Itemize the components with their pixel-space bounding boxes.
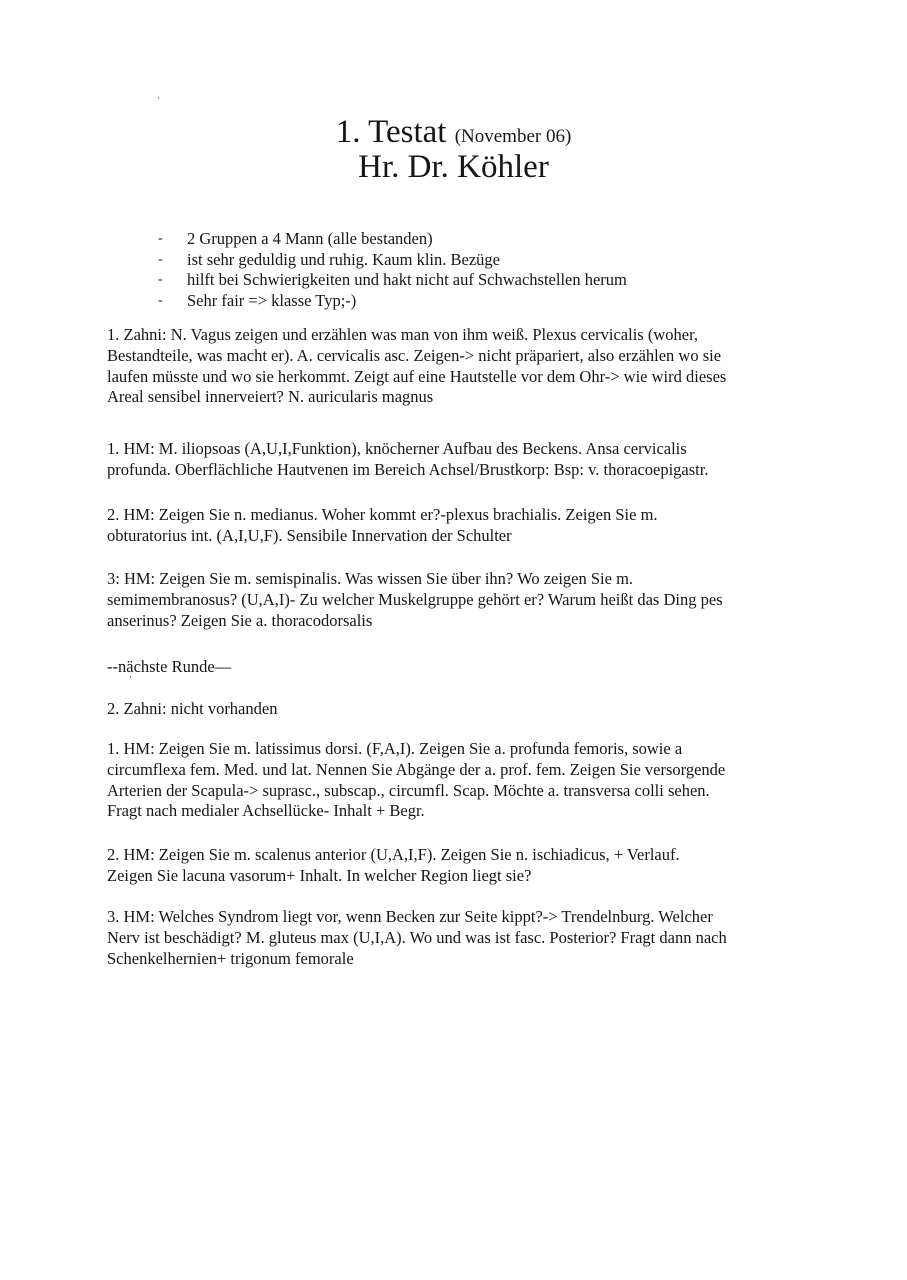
- scan-speck: [158, 97, 159, 99]
- title-main: 1. Testat: [335, 114, 447, 150]
- paragraph-line: profunda. Oberflächliche Hautvenen im Bereich Achsel/Brustkorp: Bsp: v. thoracoepigastr.: [107, 459, 709, 479]
- paragraph-line: Nerv ist beschädigt? M. gluteus max (U,I,A). Wo und was ist fasc. Posterior? Fragt dann nach: [107, 927, 727, 947]
- paragraph-line: 1. HM: M. iliopsoas (A,U,I,Funktion), knöcherner Aufbau des Beckens. Ansa cervicalis: [107, 439, 687, 458]
- paragraph-line: 3: HM: Zeigen Sie m. semispinalis. Was wissen Sie über ihn? Wo zeigen Sie m.: [107, 569, 634, 588]
- bullet-dash: -: [158, 272, 163, 287]
- list-item-text: 2 Gruppen a 4 Mann (alle bestanden): [187, 229, 433, 248]
- paragraph-line: Fragt nach medialer Achsellücke- Inhalt + Begr.: [107, 801, 425, 821]
- title-date: (November 06): [454, 126, 572, 147]
- paragraph-line: 3. HM: Welches Syndrom liegt vor, wenn Becken zur Seite kippt?-> Trendelnburg. Welcher: [107, 907, 713, 926]
- bullet-dash: -: [158, 292, 163, 308]
- paragraph-line: Schenkelhernien+ trigonum femorale: [107, 948, 354, 968]
- paragraph-hm-1: [107, 439, 827, 481]
- list-item-text: ist sehr geduldig und ruhig. Kaum klin. Bezüge: [187, 249, 500, 269]
- summary-list: [158, 229, 627, 311]
- paragraph-line: Areal sensibel innerveiert? N. auricularis magnus: [107, 387, 434, 407]
- paragraph-line: 1. Zahni: N. Vagus zeigen und erzählen was man von ihm weiß. Plexus cervicalis (woher,: [107, 325, 699, 344]
- paragraph-line: --nächste Runde—: [107, 657, 232, 676]
- list-item: [158, 250, 627, 271]
- paragraph-line: 1. HM: Zeigen Sie m. latissimus dorsi. (F,A,I). Zeigen Sie a. profunda femoris, sowie a: [107, 739, 683, 758]
- examiner-name: Hr. Dr. Köhler: [358, 149, 549, 185]
- scan-speck: [130, 676, 131, 678]
- paragraph-hm-1-round-2: [107, 739, 827, 822]
- paragraph-line: Arterien der Scapula-> suprasc., subscap., circumfl. Scap. Möchte a. transversa colli sehen.: [107, 780, 710, 800]
- paragraph-zahni-1: [107, 325, 827, 408]
- round-separator: [107, 657, 827, 678]
- list-item-text: Sehr fair => klasse Typ;-): [187, 290, 357, 310]
- paragraph-hm-2-round-2: [107, 845, 827, 887]
- list-item-text: hilft bei Schwierigkeiten und hakt nicht auf Schwachstellen herum: [187, 270, 627, 289]
- list-item: [158, 229, 627, 250]
- list-item: [158, 291, 627, 312]
- paragraph-line: 2. HM: Zeigen Sie n. medianus. Woher kommt er?-plexus brachialis. Zeigen Sie m.: [107, 505, 658, 524]
- paragraph-line: 2. HM: Zeigen Sie m. scalenus anterior (U,A,I,F). Zeigen Sie n. ischiadicus, + Verlauf.: [107, 845, 680, 864]
- paragraph-hm-2: [107, 505, 827, 547]
- bullet-dash: -: [158, 231, 163, 246]
- paragraph-hm-3-round-2: [107, 907, 827, 969]
- paragraph-line: laufen müsste und wo sie herkommt. Zeigt auf eine Hautstelle vor dem Ohr-> wie wird dieses: [107, 366, 727, 386]
- list-item: [158, 270, 627, 291]
- paragraph-zahni-2: [107, 699, 827, 720]
- paragraph-line: anserinus? Zeigen Sie a. thoracodorsalis: [107, 610, 373, 630]
- paragraph-line: semimembranosus? (U,A,I)- Zu welcher Muskelgruppe gehört er? Warum heißt das Ding pes: [107, 589, 723, 609]
- paragraph-line: 2. Zahni: nicht vorhanden: [107, 699, 278, 718]
- paragraph-line: obturatorius int. (A,I,U,F). Sensibile Innervation der Schulter: [107, 525, 512, 545]
- bullet-dash: -: [158, 251, 163, 267]
- paragraph-line: circumflexa fem. Med. und lat. Nennen Sie Abgänge der a. prof. fem. Zeigen Sie versorgende: [107, 759, 726, 779]
- paragraph-line: Bestandteile, was macht er). A. cervicalis asc. Zeigen-> nicht präpariert, also erzählen wo sie: [107, 345, 722, 365]
- paragraph-line: Zeigen Sie lacuna vasorum+ Inhalt. In welcher Region liegt sie?: [107, 865, 532, 885]
- paragraph-hm-3: [107, 569, 827, 631]
